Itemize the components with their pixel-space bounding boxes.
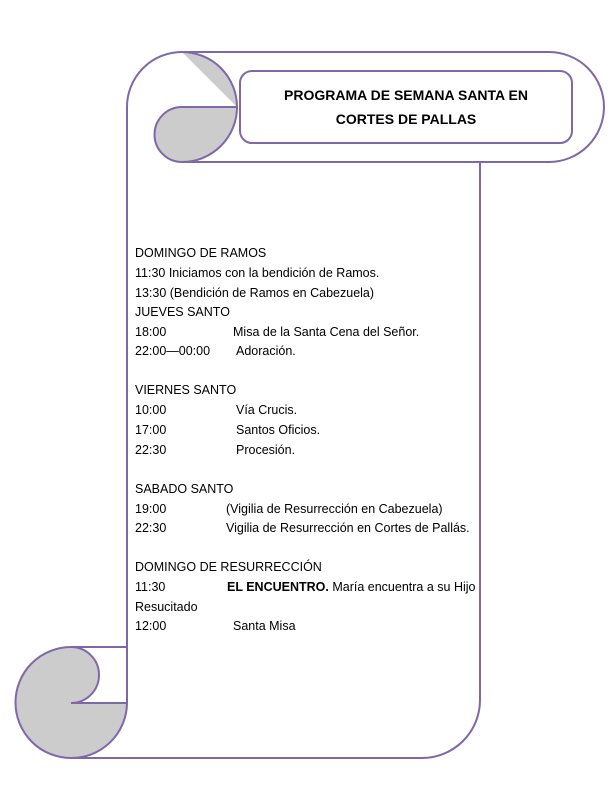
section-heading-domingo-resurreccion: DOMINGO DE RESURRECCIÓN xyxy=(135,560,322,574)
event: Santa Misa xyxy=(233,619,296,633)
schedule-line: 11:30 Iniciamos con la bendición de Ramos. xyxy=(135,266,380,280)
event: Misa de la Santa Cena del Señor. xyxy=(233,325,420,339)
event: Santos Oficios. xyxy=(236,423,321,437)
title-line-1: PROGRAMA DE SEMANA SANTA EN xyxy=(284,87,528,103)
section-heading-viernes-santo: VIERNES SANTO xyxy=(135,383,237,397)
section-heading-sabado-santo: SABADO SANTO xyxy=(135,482,234,496)
section-heading-domingo-ramos: DOMINGO DE RAMOS xyxy=(135,246,267,260)
schedule-line-continued: Resucitado xyxy=(135,600,198,614)
time: 11:30 xyxy=(135,580,166,594)
schedule-line xyxy=(135,618,296,634)
event-text: María encuentra a su Hijo xyxy=(328,580,476,594)
schedule-line xyxy=(135,501,443,517)
title-line-2: CORTES DE PALLAS xyxy=(335,111,477,127)
event: Vigilia de Resurrección en Cortes de Pallás. xyxy=(226,521,470,535)
time: 22:30 xyxy=(135,521,167,535)
schedule-line: 13:30 (Bendición de Ramos en Cabezuela) xyxy=(135,286,375,300)
event xyxy=(227,579,475,595)
time: 22:30 xyxy=(135,443,167,457)
page-title xyxy=(240,71,572,143)
time: 12:00 xyxy=(135,619,167,633)
event: Procesión. xyxy=(236,443,296,457)
schedule-line xyxy=(135,520,470,536)
schedule-line xyxy=(135,324,420,340)
time: 19:00 xyxy=(135,502,167,516)
event-highlight: EL ENCUENTRO. xyxy=(227,580,329,594)
time: 18:00 xyxy=(135,325,167,339)
time: 22:00—00:00 xyxy=(135,344,211,358)
event: Adoración. xyxy=(236,344,296,358)
schedule-line xyxy=(135,343,296,359)
section-heading-jueves-santo: JUEVES SANTO xyxy=(135,305,230,319)
schedule-line xyxy=(135,422,321,438)
event: (Vigilia de Resurrección en Cabezuela) xyxy=(226,502,443,516)
schedule-line xyxy=(135,402,298,418)
time: 10:00 xyxy=(135,403,167,417)
event: Vía Crucis. xyxy=(236,403,298,417)
schedule-line xyxy=(135,579,476,595)
time: 17:00 xyxy=(135,423,167,437)
schedule-line xyxy=(135,442,296,458)
